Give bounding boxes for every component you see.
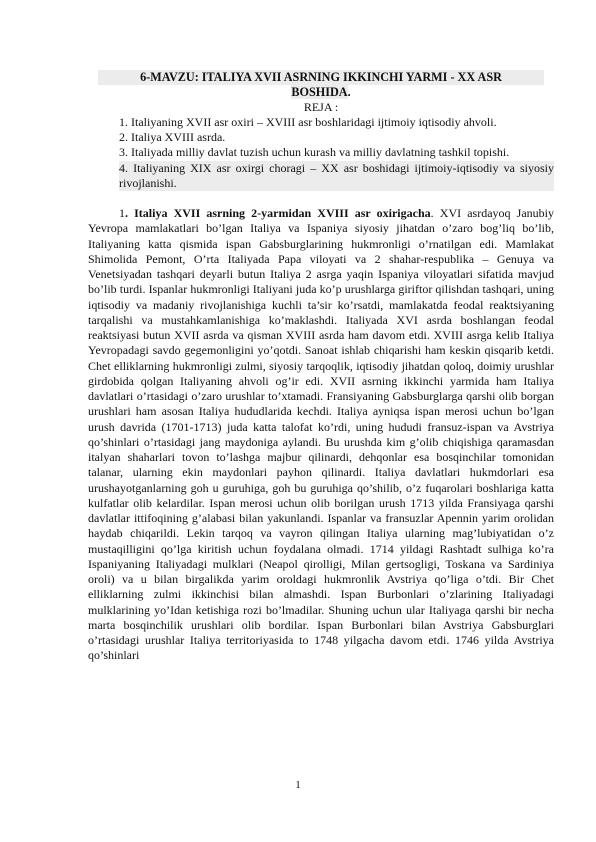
title-line-2 [98,85,544,100]
section-body-text: . XVI asrdayoq Janubiy Yevropa mamlakatlari bo’lgan Italiya va Ispaniya siyosiy jihatdan o’zaro bog’liq bo’lib, Italiyaning katta qismida ispan Gabsburglarining hukmronligi o’rnatilgan edi. Mamlakat Shimolida Pemont, O’rta Italiyada Papa viloyati va 2 shahar-respublika – Genuya va Venetsiyadan tashqari deyarli butun Italiya 2 asrga yaqin Ispaniya viloyatlari sifatida mavjud bo’lib turdi. Ispanlar hukmronligi Italiyani juda ko’p urushlarga giriftor qilishdan tashqari, uning iqtisodiy va madaniy rivojlanishiga kuchli ta’sir ko’rsatdi, mamlakatda feodal reaktsiyaning tarqalishi va mustahkamlanishiga ko’maklashdi. Italiyada XVI asrda boshlangan feodal reaktsiyasi butun XVII asrda va qisman XVIII asrda ham davom etdi. XVIII asrga kelib Italiya Yevropadagi savdo gegemonligini yo’qotdi. Sanoat ishlab chiqarishi ham keskin qisqarib ketdi. Chet elliklarning hukmronligi zulmi, siyosiy tarqoqlik, iqtisodiy jihatdan qoloq, doimiy urushlar girdobida qolgan Italiyaning ahvoli og’ir edi. XVII asrning ikkinchi yarmida ham Italiya davlatlari o’rtasidagi o’zaro urushlar to’xtamadi. Fransiyaning Gabsburglarga qarshi olib borgan urushlari ham asosan Italiya hududlarida kechdi. Italiya ayniqsa ispan merosi uchun bo’lgan urush davrida (1701-1713) juda katta talofat ko’rdi, uning hududi fransuz-ispan va Avstriya qo’shinlari o’rtasidagi jang maydoniga aylandi. Bu urushda kim g’olib chiqishiga qaramasdan italyan shaharlari tovon to’lashga majbur qilinardi, dehqonlar esa bosqinchilar tomonidan talanar, ularning ekin maydonlari payhon qilinardi. Italiya davlatlari hukmdorlari esa urushayotganlarning goh u guruhiga, goh bu guruhiga qo’shilib, o’z fuqarolari boshlariga katta kulfatlar olib kelardilar. Ispan merosi uchun olib borilgan urush 1713 yilda Fransiyaga qarshi davlatlar ittifoqining g’alabasi bilan yakunlandi. Ispanlar va fransuzlar Apennin yarim orolidan haydab chiqarildi. Lekin tarqoq va vayron qilingan Italiya ularning mag’lubiyatidan o’z mustaqilligini qo’lga kiritish uchun foydalana olmadi. 1714 yildagi Rashtadt sulhiga ko’ra Ispaniyaning Italiyadagi mulklari (Neapol qirolligi, Milan gertsogligi, Toskana va Sardiniya oroli) va u bilan birgalikda yarim oroldagi hukmronlik Avstriya qo’liga o’tdi. Bir Chet elliklarning zulmi ikkinchisi bilan almashdi. Ispan Burbonlari o’zlarining Italiyadagi mulklarining yo’Idan ketishiga rozi bo’lmadilar. Shuning uchun ular Italiyaga qarshi bir necha marta bosqinchilik urushlari olib bordilar. Ispan Burbonlari bilan Avstriya Gabsburglari o’rtasidagi urushlar Italiya territoriyasida to 1748 yilgacha davom etdi. 1746 yilda Avstriya qo’shinlari [88,206,554,663]
plan-item: 2. Italiya XVIII asrda. [119,130,226,145]
section-heading: . [125,206,135,221]
plan-list [88,115,554,191]
title-line-1: 6-MAVZU: ITALIYA XVII ASRNING IKKINCHI YARMI - XX ASR [98,70,544,85]
page-number: 1 [295,779,301,791]
section-heading-text: Italiya XVII asrning 2-yarmidan XVIII asr oxirigacha [134,206,431,221]
plan-item: 1. Italiyaning XVII asr oxiri – XVIII asr boshlaridagi ijtimoiy iqtisodiy ahvoli. [119,115,497,129]
plan-item: 4. Italiyaning XIX asr oxirgi choragi – XX asr boshidagi ijtimoiy-iqtisodiy va siyosiy rivojlanishi. [119,160,554,190]
section-number: 1 [119,206,125,221]
section-paragraph [88,206,554,664]
plan-item: 3. Italiyada milliy davlat tuzish uchun kurash va milliy davlatning tashkil topishi. [119,145,510,160]
plan-heading: REJA : [303,100,339,114]
title-line-2-suffix: . [347,85,351,99]
spacer [88,191,554,206]
document-page [88,70,554,664]
title-line-2-text: BOSHIDA [291,85,348,99]
document-title [88,70,554,100]
